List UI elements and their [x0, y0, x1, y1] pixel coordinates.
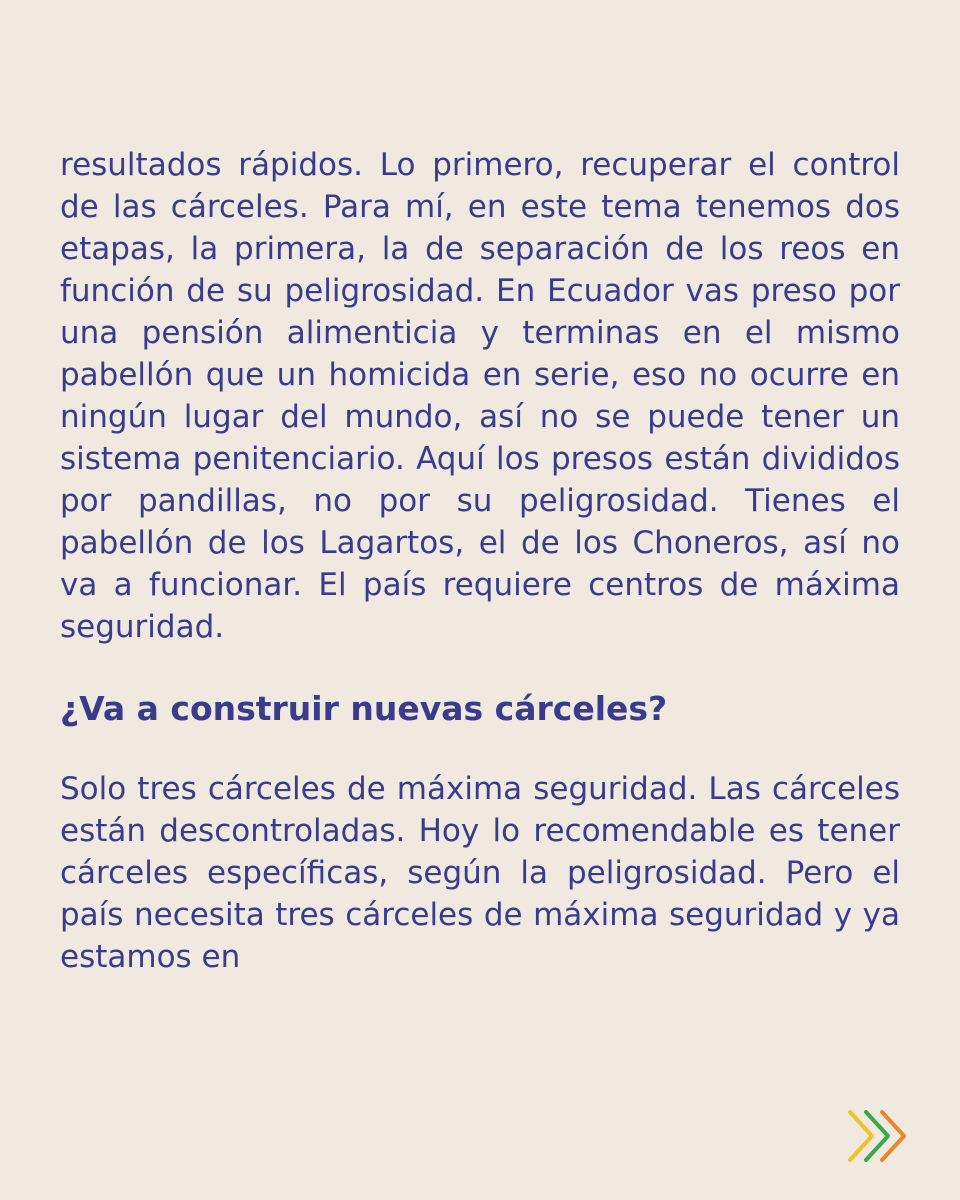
- interview-question: ¿Va a construir nuevas cárceles?: [60, 689, 668, 728]
- chevron-yellow-icon: [850, 1112, 872, 1160]
- triple-chevron-right-icon[interactable]: [844, 1108, 914, 1164]
- article-body: [60, 144, 900, 978]
- answer-paragraph: resultados rápidos. Lo primero, recuperar el control de las cárceles. Para mí, en este tema tenemos dos etapas, la primera, la de separación de los reos en función de su peligrosidad. En Ecuador vas preso por una pensión alimenticia y terminas en el mismo pabellón que un homicida en serie, eso no ocurre en ningún lugar del mundo, así no se puede tener un sistema penitenciario. Aquí los presos están divididos por pandillas, no por su peligrosidad. Tienes el pabellón de los Lagartos, el de los Choneros, así no va a funcionar. El país requiere centros de máxima seguridad.: [60, 147, 900, 645]
- answer-paragraph-2: Solo tres cárceles de máxima seguridad. Las cárceles están descontroladas. Hoy lo recomendable es tener cárceles específicas, según la peligrosidad. Pero el país necesita tres cárceles de máxima seguridad y ya estamos en: [60, 771, 900, 975]
